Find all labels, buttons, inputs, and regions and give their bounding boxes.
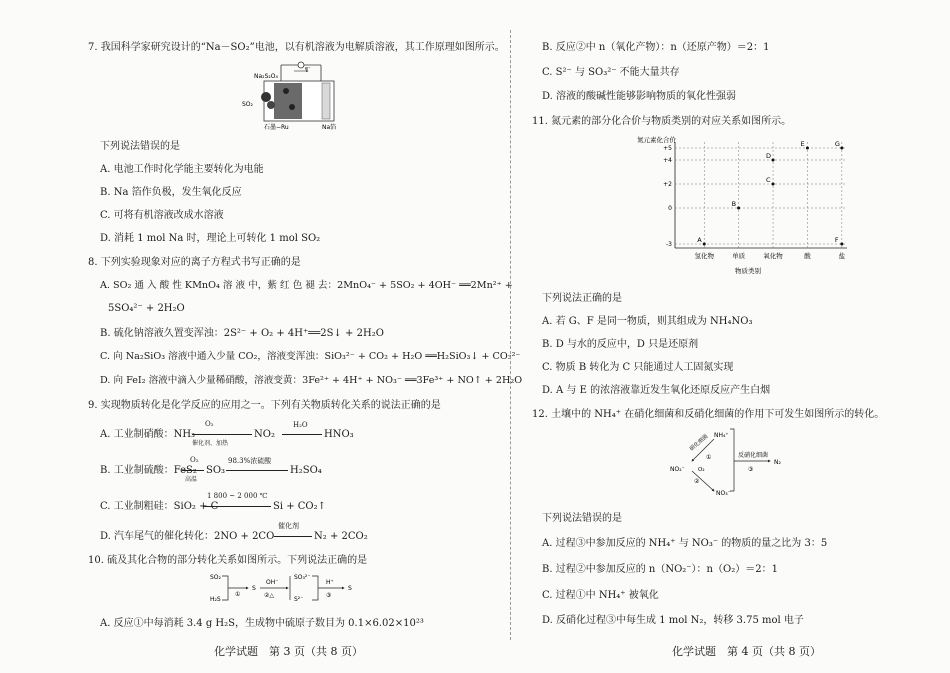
q11-category-label: 酸	[804, 252, 811, 260]
q10-step3: ③	[326, 592, 332, 599]
q11-option-c: C. 物质 B 转化为 C 只能通过人工固氮实现	[542, 362, 734, 373]
q11-xlabel: 物质类别	[735, 267, 761, 275]
q11-point-label: E	[800, 140, 805, 148]
q9-b-over: O₂	[190, 456, 199, 464]
q12-no3: NO₃⁻	[716, 490, 731, 497]
q10-stem: 10. 硫及其化合物的部分转化关系如图所示。下列说法正确的是	[88, 555, 368, 566]
q11-ticks	[663, 145, 845, 260]
q10-so2: SO₂	[210, 574, 221, 581]
q10-option-c: C. S²⁻ 与 SO₃²⁻ 不能大量共存	[542, 67, 680, 78]
q11-points	[697, 140, 843, 246]
q9-a-over2: H₂O	[293, 421, 308, 429]
q9-a-mid: NO₂	[254, 429, 275, 440]
q12-n2: N₂	[774, 459, 781, 466]
q9-d-arrow	[274, 536, 312, 537]
q11-point-label: A	[697, 236, 702, 244]
q11-option-d: D. A 与 E 的浓溶液靠近发生氧化还原反应产生白烟	[542, 385, 771, 396]
q7-label-so2: SO₂	[242, 101, 253, 108]
q9-a-arrow2	[282, 434, 322, 435]
q11-point-label: B	[731, 200, 737, 208]
q8-option-a: A. SO₂ 通 入 酸 性 KMnO₄ 溶 液 中，紫 红 色 褪 去：2MnO₄⁻ + 5SO₂ + 4OH⁻ ══2Mn²⁺ +	[100, 280, 513, 291]
q10-option-b: B. 反应②中 n（氧化产物）：n（还原产物）＝2：1	[542, 42, 770, 53]
q7-battery-figure	[236, 57, 356, 131]
q12-step3: ③	[748, 466, 754, 473]
q11-point-f	[840, 243, 843, 246]
q12-nitrogen-figure	[670, 425, 820, 503]
q9-d-mid: N₂ + 2CO₂	[314, 531, 368, 542]
q11-point-label: G	[834, 140, 840, 148]
q9-b-post: H₂SO₄	[290, 465, 322, 476]
q9-a-pre: A. 工业制硝酸：NH₃	[100, 429, 196, 440]
q9-c-pre: C. 工业制粗硅：SiO₂ + C	[100, 501, 219, 512]
q10-option-a: A. 反应①中每消耗 3.4 g H₂S，生成物中硫原子数目为 0.1×6.02×10²³	[100, 618, 424, 629]
q11-point-label: D	[766, 152, 772, 160]
q10-so3: SO₃²⁻	[294, 574, 311, 581]
right-footer: 化学试题 第 4 页（共 8 页）	[672, 645, 821, 658]
q7-stem: 7. 我国科学家研究设计的“Na－SO₂”电池，以有机溶液为电解质溶液，其工作原理如图所示。	[88, 42, 505, 53]
q11-point-c	[772, 183, 775, 186]
q9-option-d	[100, 522, 420, 550]
q12-step2: ②	[694, 478, 700, 485]
q9-c-mid: Si + CO₂↑	[273, 501, 327, 512]
q11-ytick-label: -3	[666, 241, 672, 248]
q11-ytick-label: +4	[663, 157, 672, 164]
q10-s: S	[252, 585, 256, 592]
q12-o2: O₂	[698, 467, 705, 473]
q12-step1: ①	[706, 454, 712, 461]
q11-stem: 11. 氮元素的部分化合价与物质类别的对应关系如图所示。	[532, 116, 792, 127]
q10-sulfur-figure	[208, 570, 368, 610]
q12-option-b: B. 过程②中参加反应的 n（NO₂⁻）：n（O₂）＝2：1	[542, 564, 778, 575]
q10-h: H⁺	[326, 579, 334, 586]
q9-a-over: O₂	[205, 420, 214, 428]
q9-c-arrow	[203, 506, 271, 507]
left-footer: 化学试题 第 3 页（共 8 页）	[214, 645, 363, 658]
q7-option-b: B. Na 箔作负极，发生氧化反应	[100, 187, 242, 198]
q11-ylabel: 氮元素化合价	[637, 136, 676, 144]
q9-b-pre: B. 工业制硫酸：FeS₂	[100, 465, 197, 476]
q8-stem: 8. 下列实验现象对应的离子方程式书写正确的是	[88, 257, 301, 268]
q12-option-a: A. 过程③中参加反应的 NH₄⁺ 与 NO₃⁻ 的物质的量之比为 3：5	[542, 538, 828, 549]
q9-b-arrow	[182, 470, 204, 471]
q11-point-g	[840, 147, 843, 150]
q7-label-electron: e⁻	[305, 66, 311, 72]
q9-c-over: 1 800 ~ 2 000 ℃	[207, 492, 268, 500]
q10-h2s: H₂S	[210, 596, 221, 603]
q7-label-na2s2o4: Na₂S₂O₄	[254, 73, 278, 80]
q10-s-end: S	[348, 585, 352, 592]
q9-b-mid: SO₃	[206, 465, 226, 476]
q11-point-b	[737, 207, 740, 210]
q11-prompt: 下列说法正确的是	[542, 293, 622, 304]
q12-bac2: 反硝化细菌	[738, 452, 769, 459]
q11-category-label: 单质	[732, 252, 746, 260]
q9-a-post: HNO₃	[324, 429, 354, 440]
q12-no2: NO₂⁻	[670, 466, 685, 473]
q9-a-arrow	[192, 434, 252, 435]
q11-point-label: F	[834, 236, 839, 244]
q7-prompt: 下列说法错误的是	[100, 141, 180, 152]
q7-option-d: D. 消耗 1 mol Na 时，理论上可转化 1 mol SO₂	[100, 233, 321, 244]
q7-label-cathode: 石墨−Ru	[264, 124, 289, 131]
page-divider	[510, 30, 511, 640]
q11-point-e	[806, 147, 809, 150]
q9-d-pre: D. 汽车尾气的催化转化：2NO + 2CO	[100, 531, 275, 542]
q9-d-over: 催化剂	[278, 522, 299, 530]
q12-bac1: 硝化细菌	[688, 433, 710, 453]
q11-point-d	[772, 159, 775, 162]
q12-option-d: D. 反硝化过程③中每生成 1 mol N₂，转移 3.75 mol 电子	[542, 615, 804, 626]
q11-point-label: C	[766, 176, 771, 184]
q7-label-anode: Na箔	[322, 124, 337, 131]
q9-b-over2: 98.3%浓硫酸	[228, 457, 272, 465]
q11-ytick-label: 0	[668, 205, 672, 212]
q12-option-c: C. 过程①中 NH₄⁺ 被氧化	[542, 590, 659, 601]
q10-option-d: D. 溶液的酸碱性能够影响物质的氧化性强弱	[542, 91, 737, 102]
q8-option-b: B. 硫化钠溶液久置变浑浊：2S²⁻ + O₂ + 4H⁺══2S↓ + 2H₂O	[100, 328, 384, 339]
q12-prompt: 下列说法错误的是	[542, 513, 622, 524]
q11-ytick-label: +5	[663, 145, 672, 152]
q9-b-under: 高温	[185, 476, 198, 483]
q12-nh4: NH₄⁺	[714, 432, 729, 439]
q8-option-c: C. 向 Na₂SiO₃ 溶液中通入少量 CO₂，溶液变浑浊：SiO₃²⁻ + CO₂ + H₂O ══H₂SiO₃↓ + CO₃²⁻	[100, 351, 521, 362]
q10-step1: ①	[235, 591, 241, 598]
q11-category-label: 氧化物	[763, 252, 783, 260]
q11-chart	[637, 132, 857, 280]
q9-b-arrow2	[226, 470, 288, 471]
q10-s2: S²⁻	[294, 596, 304, 603]
q11-grid	[675, 142, 847, 248]
q8-option-d: D. 向 FeI₂ 溶液中滴入少量稀硝酸，溶液变黄：3Fe²⁺ + 4H⁺ + NO₃⁻ ══3Fe³⁺ + NO↑ + 2H₂O	[100, 375, 523, 386]
q11-point-a	[703, 243, 706, 246]
q11-category-label: 氢化物	[694, 252, 714, 260]
q7-option-c: C. 可将有机溶液改成水溶液	[100, 210, 224, 221]
q8-option-a-cont: 5SO₄²⁻ + 2H₂O	[108, 303, 185, 314]
q12-stem: 12. 土壤中的 NH₄⁺ 在硝化细菌和反硝化细菌的作用下可发生如图所示的转化。	[532, 409, 885, 420]
q9-stem: 9. 实现物质转化是化学反应的应用之一。下列有关物质转化关系的说法正确的是	[88, 400, 441, 411]
q9-option-c	[100, 492, 420, 520]
q10-oh: OH⁻	[266, 579, 279, 586]
q7-option-a: A. 电池工作时化学能主要转化为电能	[100, 164, 264, 175]
q10-step2: ②△	[264, 592, 274, 599]
q9-a-under: 催化剂、加热	[192, 440, 229, 447]
q11-option-b: B. D 与水的反应中，D 只是还原剂	[542, 339, 699, 350]
q11-category-label: 盐	[838, 252, 846, 260]
q9-option-b	[100, 456, 420, 484]
q9-option-a	[100, 420, 420, 448]
q11-option-a: A. 若 G、F 是同一物质，则其组成为 NH₄NO₃	[542, 316, 753, 327]
q11-ytick-label: +2	[663, 181, 672, 188]
